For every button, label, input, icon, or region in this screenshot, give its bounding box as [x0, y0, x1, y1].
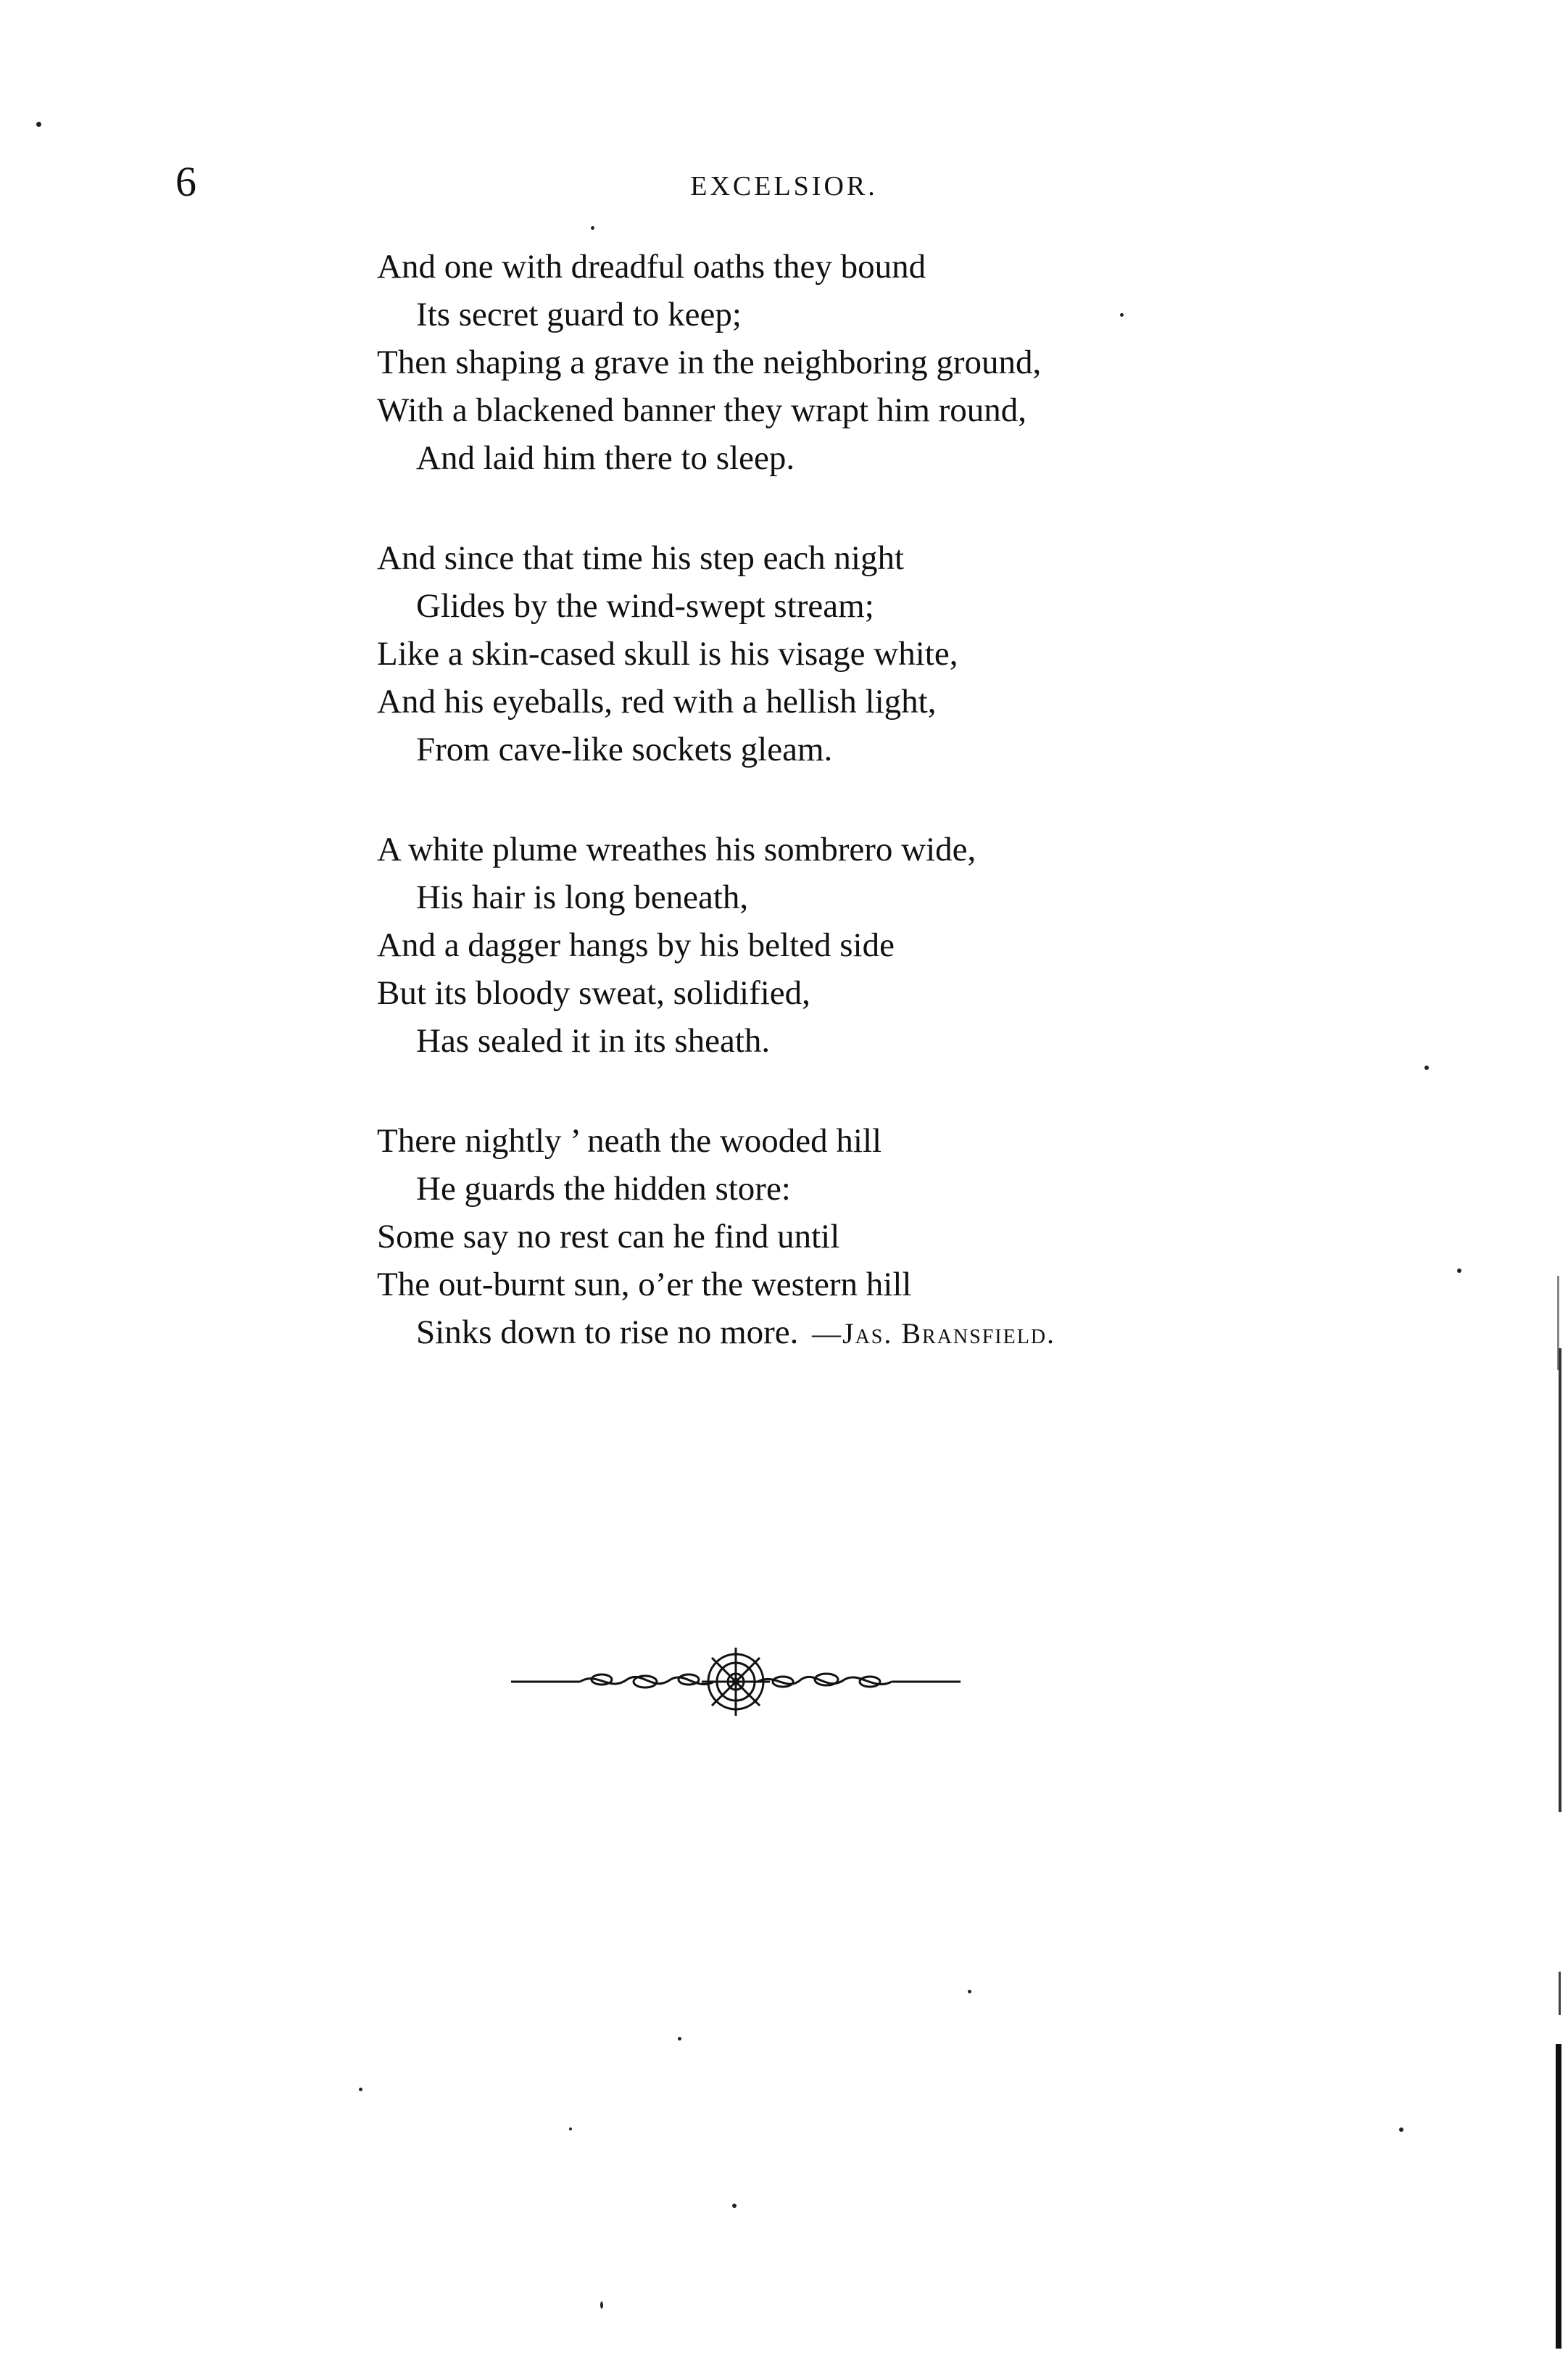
- poem-line: Has sealed it in its sheath.: [416, 1022, 771, 1060]
- poem-line: And laid him there to sleep.: [416, 439, 795, 477]
- page-number: 6: [175, 158, 196, 205]
- running-title: EXCELSIOR.: [690, 171, 878, 202]
- poem-body: [377, 243, 1247, 1408]
- poem-line: He guards the hidden store:: [416, 1170, 791, 1208]
- poem-line: And his eyeballs, red with a hellish light,: [377, 683, 937, 721]
- poem-line: Sinks down to rise no more.: [416, 1313, 799, 1351]
- poem-line: Then shaping a grave in the neighboring ground,: [377, 344, 1042, 381]
- poem-line: But its bloody sweat, solidified,: [377, 974, 810, 1012]
- scan-edge-mark: [1559, 1348, 1561, 1812]
- poem-line: His hair is long beneath,: [416, 879, 749, 916]
- scan-edge-mark: [1559, 1972, 1561, 2015]
- attribution-dash: —: [812, 1317, 842, 1350]
- poem-line: A white plume wreathes his sombrero wide,: [377, 831, 976, 868]
- poem-line: Some say no rest can he find until: [377, 1218, 840, 1255]
- poem-line: With a blackened banner they wrapt him round,: [377, 391, 1027, 429]
- attribution: [812, 1319, 1055, 1348]
- scan-speck: [569, 2127, 572, 2130]
- attribution-name: Jas. Bransfield.: [842, 1317, 1056, 1350]
- poem-line: And a dagger hangs by his belted side: [377, 926, 895, 964]
- scan-speck: [359, 2088, 362, 2091]
- floral-rosette-ornament-icon: [511, 1642, 961, 1722]
- stanza: [377, 826, 1247, 1065]
- scan-speck: [1399, 2127, 1403, 2132]
- scan-speck: [1424, 1066, 1429, 1070]
- poem-line: There nightly ’ neath the wooded hill: [377, 1122, 882, 1160]
- scan-speck: [1120, 313, 1124, 317]
- poem-line: The out-burnt sun, o’er the western hill: [377, 1266, 912, 1303]
- scan-speck: [968, 1990, 971, 1993]
- poem-line: Its secret guard to keep;: [416, 296, 742, 333]
- scan-edge-mark: [1556, 2044, 1561, 2349]
- poem-line: From cave-like sockets gleam.: [416, 731, 833, 768]
- stanza: [377, 534, 1247, 773]
- scan-speck: [1457, 1269, 1461, 1273]
- poem-line: And one with dreadful oaths they bound: [377, 248, 926, 286]
- scan-speck: [591, 226, 594, 230]
- scan-speck: [732, 2204, 737, 2208]
- poem-line: Like a skin-cased skull is his visage white,: [377, 635, 958, 673]
- stanza: [377, 243, 1247, 482]
- scan-speck: [600, 2301, 603, 2309]
- poem-line: And since that time his step each night: [377, 539, 905, 577]
- scan-speck: [36, 122, 41, 127]
- scan-speck: [678, 2037, 681, 2041]
- poem-line: Glides by the wind-swept stream;: [416, 587, 874, 625]
